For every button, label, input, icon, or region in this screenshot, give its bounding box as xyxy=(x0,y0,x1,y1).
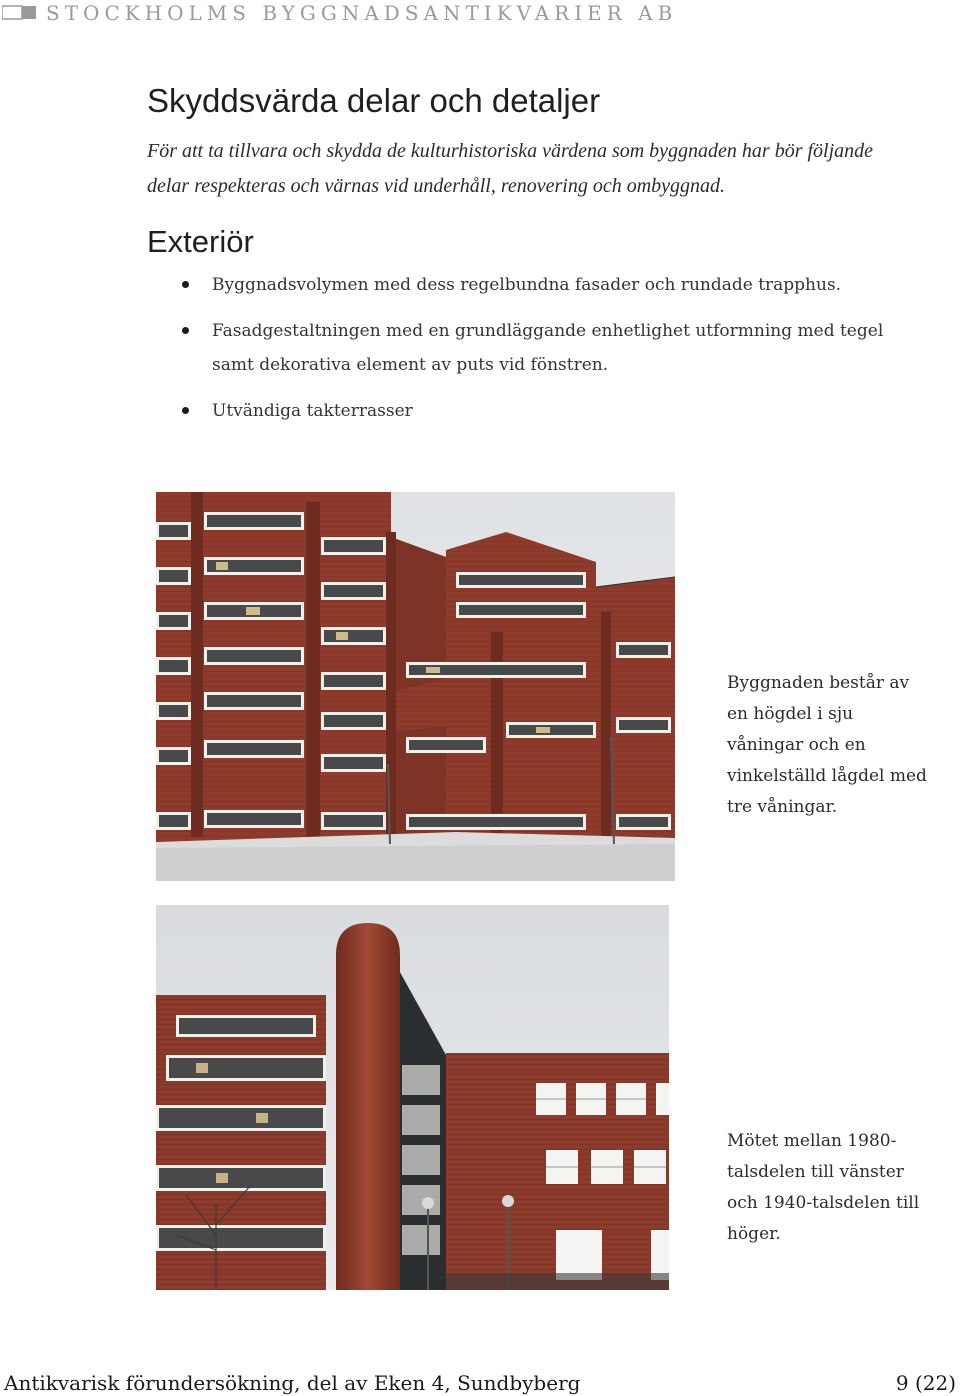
page-title: Skyddsvärda delar och detaljer xyxy=(147,82,601,119)
exterior-bullet-list xyxy=(147,268,917,428)
bullet-text: Byggnadsvolymen med dess regelbundna fasader och rundade trapphus. xyxy=(212,275,842,295)
photo-caption-1: Byggnaden består av en högdel i sju våningar och en vinkelställd lågdel med tre våningar. xyxy=(727,673,927,817)
bullet-icon xyxy=(182,327,189,334)
firm-name: STOCKHOLMS BYGGNADSANTIKVARIER AB xyxy=(46,1,678,25)
footer-document-title: Antikvarisk förundersökning, del av Eken 4, Sundbyberg xyxy=(4,1371,581,1395)
bullet-item xyxy=(147,394,917,428)
photo-caption-2: Mötet mellan 1980-talsdelen till vänster och 1940-talsdelen till höger. xyxy=(727,1131,920,1244)
bullet-item xyxy=(147,314,917,382)
intro-paragraph: För att ta tillvara och skydda de kulturhistoriska värdena som byggnaden har bör följande delar respekteras och värnas vid underhåll, renovering och ombyggnad. xyxy=(147,140,874,197)
footer-page-number: 9 (22) xyxy=(895,1371,956,1395)
bullet-icon xyxy=(182,407,189,414)
building-photo-1 xyxy=(156,492,675,881)
building-photo-2 xyxy=(156,905,669,1290)
bullet-item xyxy=(147,268,917,302)
page-header xyxy=(0,0,960,24)
section-heading-exterior: Exteriör xyxy=(147,224,254,259)
bullet-text: Utvändiga takterrasser xyxy=(212,401,413,421)
bullet-icon xyxy=(182,281,189,288)
building-logo-icon xyxy=(2,4,38,20)
bullet-text: Fasadgestaltningen med en grundläggande enhetlighet utformning med tegel samt dekorativa element av puts vid fönstren. xyxy=(212,321,884,375)
